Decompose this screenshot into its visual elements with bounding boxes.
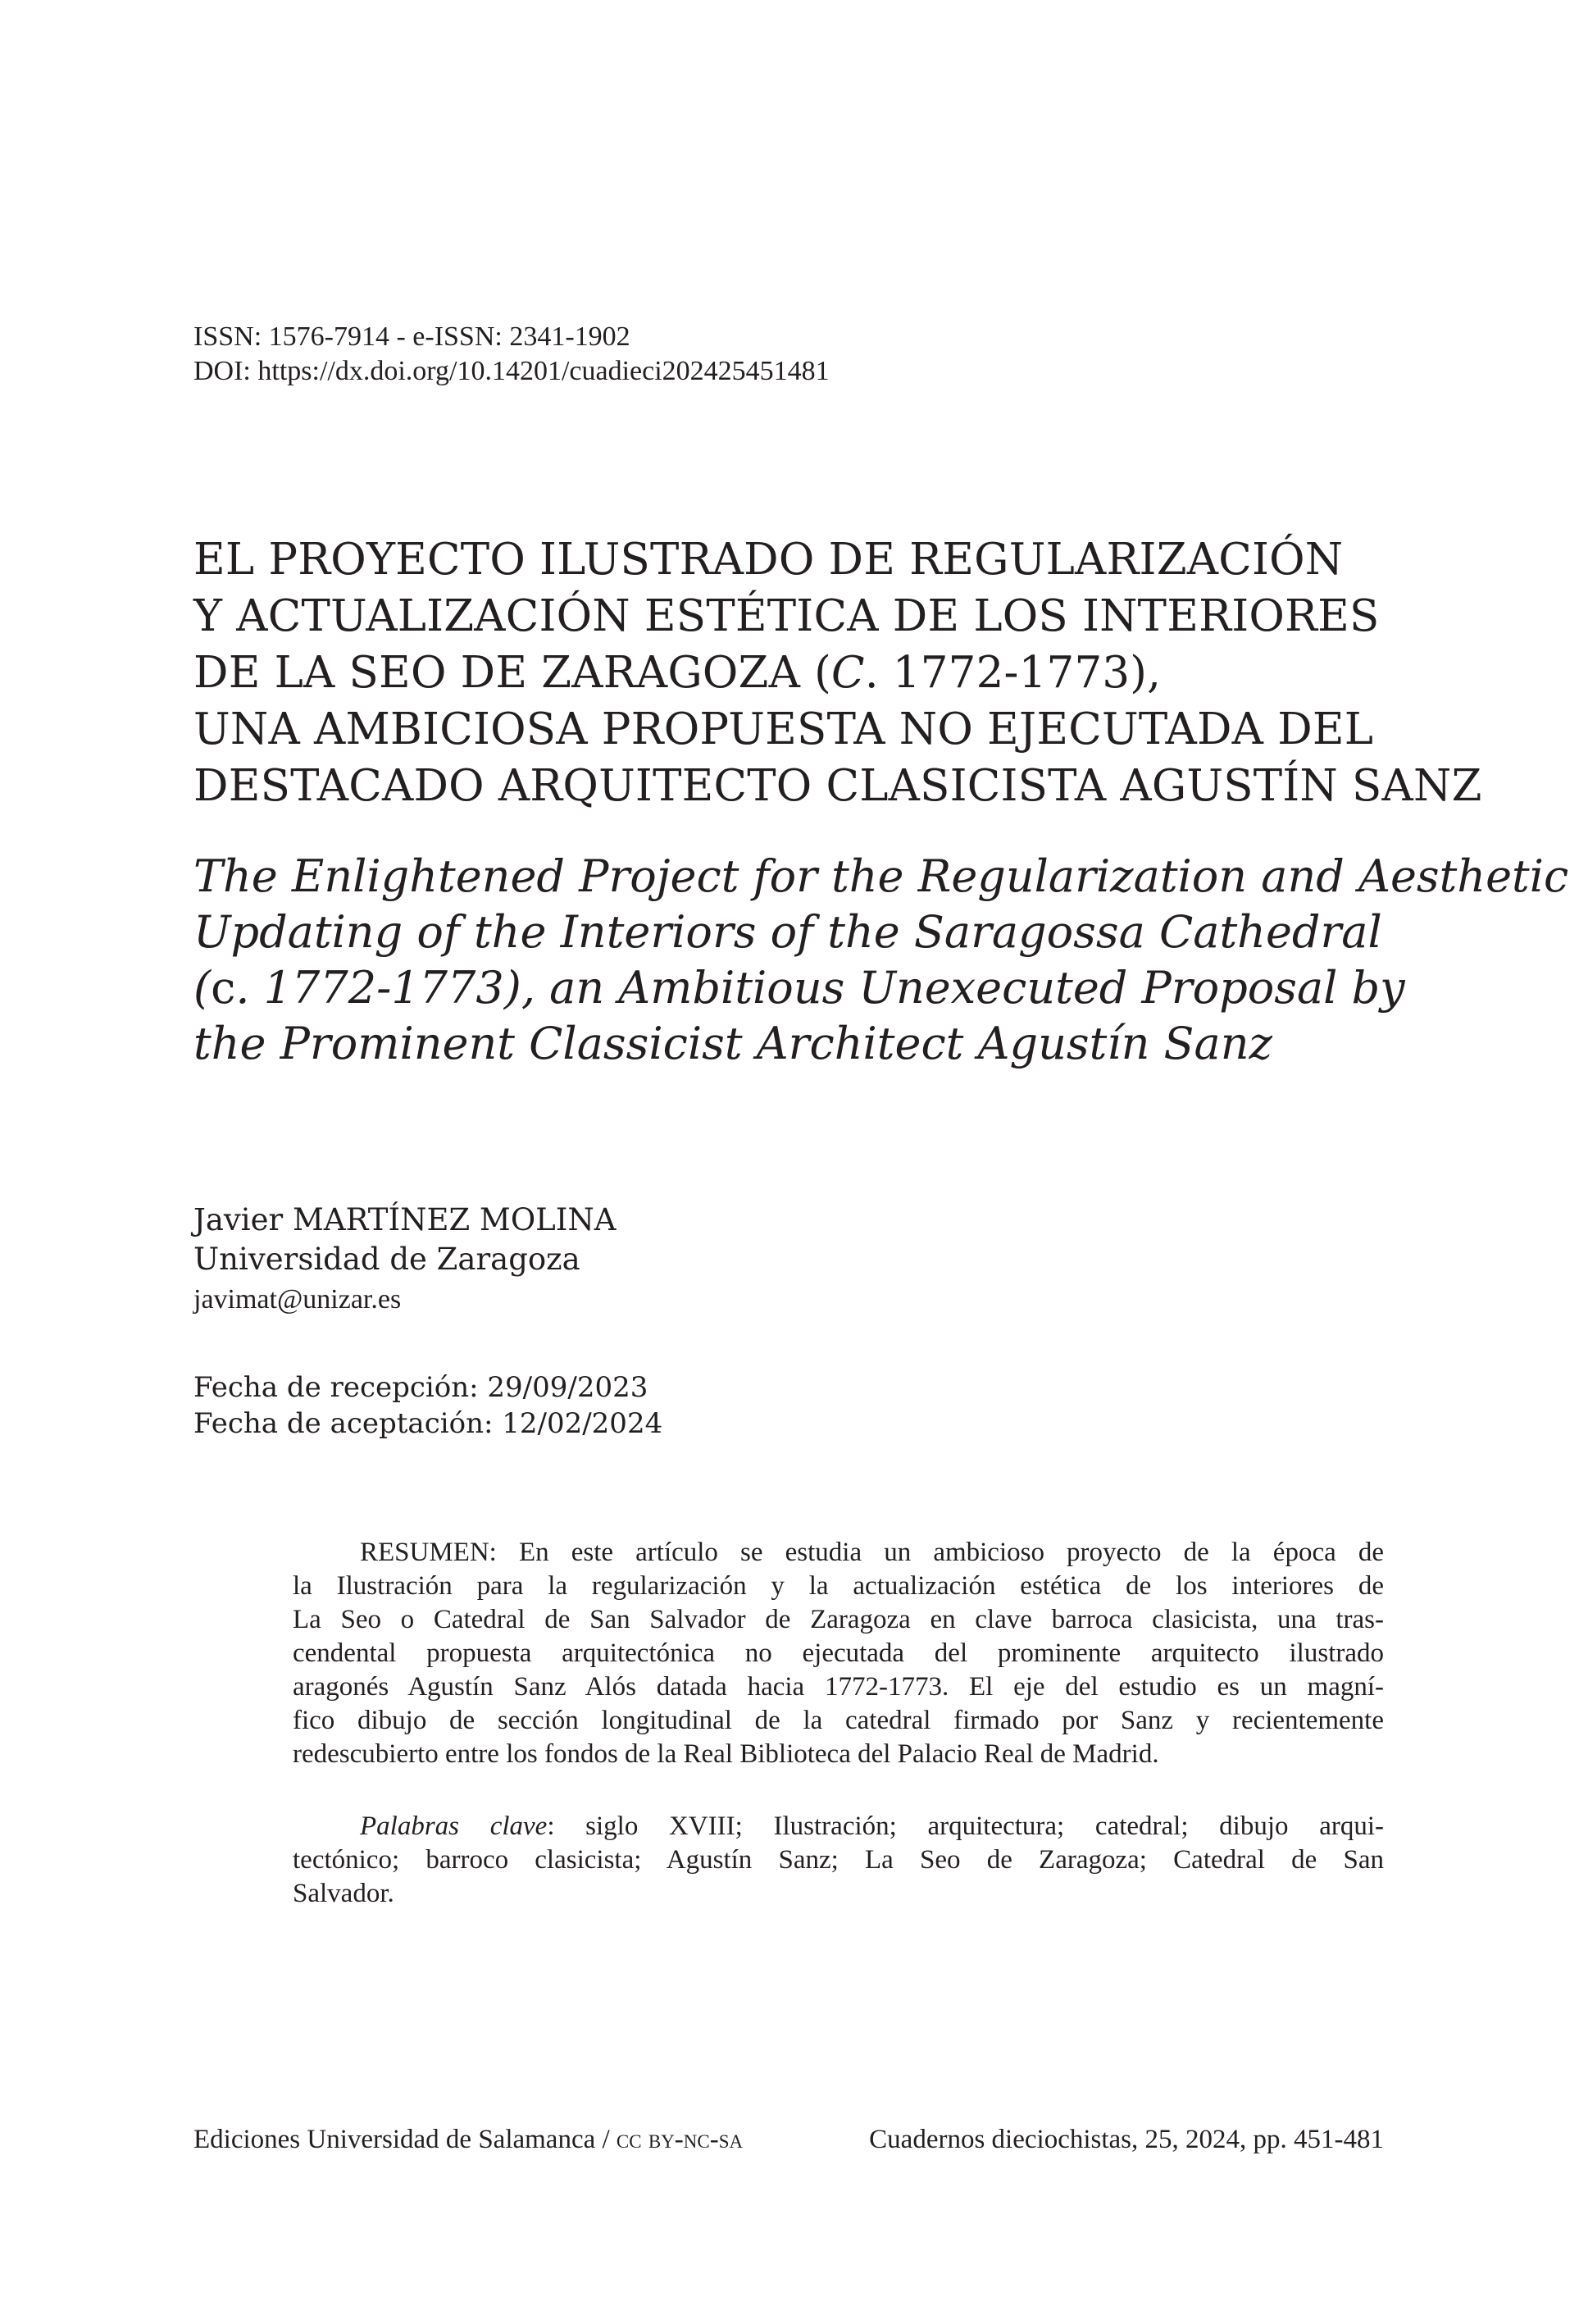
- spanish-title-circa: C: [830, 648, 865, 698]
- spanish-title-line-3-pre: DE LA SEO DE ZARAGOZA (: [193, 648, 831, 698]
- spanish-title-line-4: UNA AMBICIOSA PROPUESTA NO EJECUTADA DEL: [193, 704, 1374, 754]
- footer-journal-citation: Cuadernos dieciochistas, 25, 2024, pp. 451-481: [869, 2125, 1384, 2154]
- spanish-title-line-5: DESTACADO ARQUITECTO CLASICISTA AGUSTÍN SANZ: [193, 761, 1482, 811]
- abstract-line: La Seo o Catedral de San Salvador de Zaragoza en clave barroca clasicista, una tras-: [293, 1605, 1384, 1634]
- keywords-line-1: [293, 1810, 1384, 1843]
- abstract-line: redescubierto entre los fondos de la Real Biblioteca del Palacio Real de Madrid.: [293, 1739, 1159, 1769]
- keywords-line-3: Salvador.: [293, 1879, 394, 1908]
- spanish-title-line-2: Y ACTUALIZACIÓN ESTÉTICA DE LOS INTERIORES: [193, 591, 1380, 641]
- english-title-line-4: the Prominent Classicist Architect Agustín Sanz: [193, 1018, 1272, 1069]
- spanish-title-line-3: [193, 645, 1472, 701]
- english-title-line-3-pre: (: [193, 962, 212, 1014]
- keywords: [293, 1810, 1384, 1911]
- reception-date: Fecha de recepción: 29/09/2023: [193, 1371, 648, 1404]
- footer-publisher: [193, 2121, 743, 2158]
- english-title: [193, 849, 1569, 1072]
- footer-publisher-text: Ediciones Universidad de Salamanca /: [193, 2125, 617, 2154]
- abstract: [293, 1536, 1384, 1771]
- spanish-title: [193, 531, 1482, 814]
- author-email[interactable]: javimat@unizar.es: [193, 1284, 402, 1315]
- abstract-line: aragonés Agustín Sanz Alós datada hacia 1772-1773. El eje del estudio es un magní-: [293, 1672, 1384, 1702]
- english-title-circa: c: [211, 962, 236, 1014]
- doi-line: DOI: https://dx.doi.org/10.14201/cuadieci202425451481: [193, 356, 830, 386]
- abstract-line: fico dibujo de sección longitudinal de la catedral firmado por Sanz y recientemente: [293, 1706, 1384, 1735]
- abstract-line: cendental propuesta arquitectónica no ejecutada del prominente arquitecto ilustrado: [293, 1638, 1384, 1668]
- author-name: Javier MARTÍNEZ MOLINA: [193, 1202, 617, 1237]
- english-title-line-1: The Enlightened Project for the Regularization and Aesthetic: [193, 850, 1569, 902]
- abstract-line: RESUMEN: En este artículo se estudia un ambicioso proyecto de la época de: [360, 1538, 1384, 1567]
- keywords-line-1-text: : siglo XVIII; Ilustración; arquitectura; catedral; dibujo arqui-: [547, 1811, 1385, 1841]
- spanish-title-line-1: EL PROYECTO ILUSTRADO DE REGULARIZACIÓN: [193, 535, 1344, 585]
- acceptance-date: Fecha de aceptación: 12/02/2024: [193, 1407, 663, 1440]
- issn-line: ISSN: 1576-7914 - e-ISSN: 2341-1902: [193, 321, 630, 352]
- english-title-line-3: [193, 960, 1472, 1016]
- english-title-line-2: Updating of the Interiors of the Saragossa Cathedral: [193, 906, 1382, 958]
- footer-license: cc by-nc-sa: [616, 2125, 744, 2154]
- keywords-label: Palabras clave: [360, 1811, 548, 1841]
- english-title-line-3-post: . 1772-1773), an Ambitious Unexecuted Proposal by: [235, 962, 1405, 1014]
- abstract-line: la Ilustración para la regularización y la actualización estética de los interiores de: [293, 1571, 1384, 1601]
- author-affiliation: Universidad de Zaragoza: [193, 1242, 580, 1277]
- keywords-line-2: tectónico; barroco clasicista; Agustín Sanz; La Seo de Zaragoza; Catedral de San: [293, 1845, 1384, 1875]
- spanish-title-line-3-post: . 1772-1773),: [864, 648, 1162, 698]
